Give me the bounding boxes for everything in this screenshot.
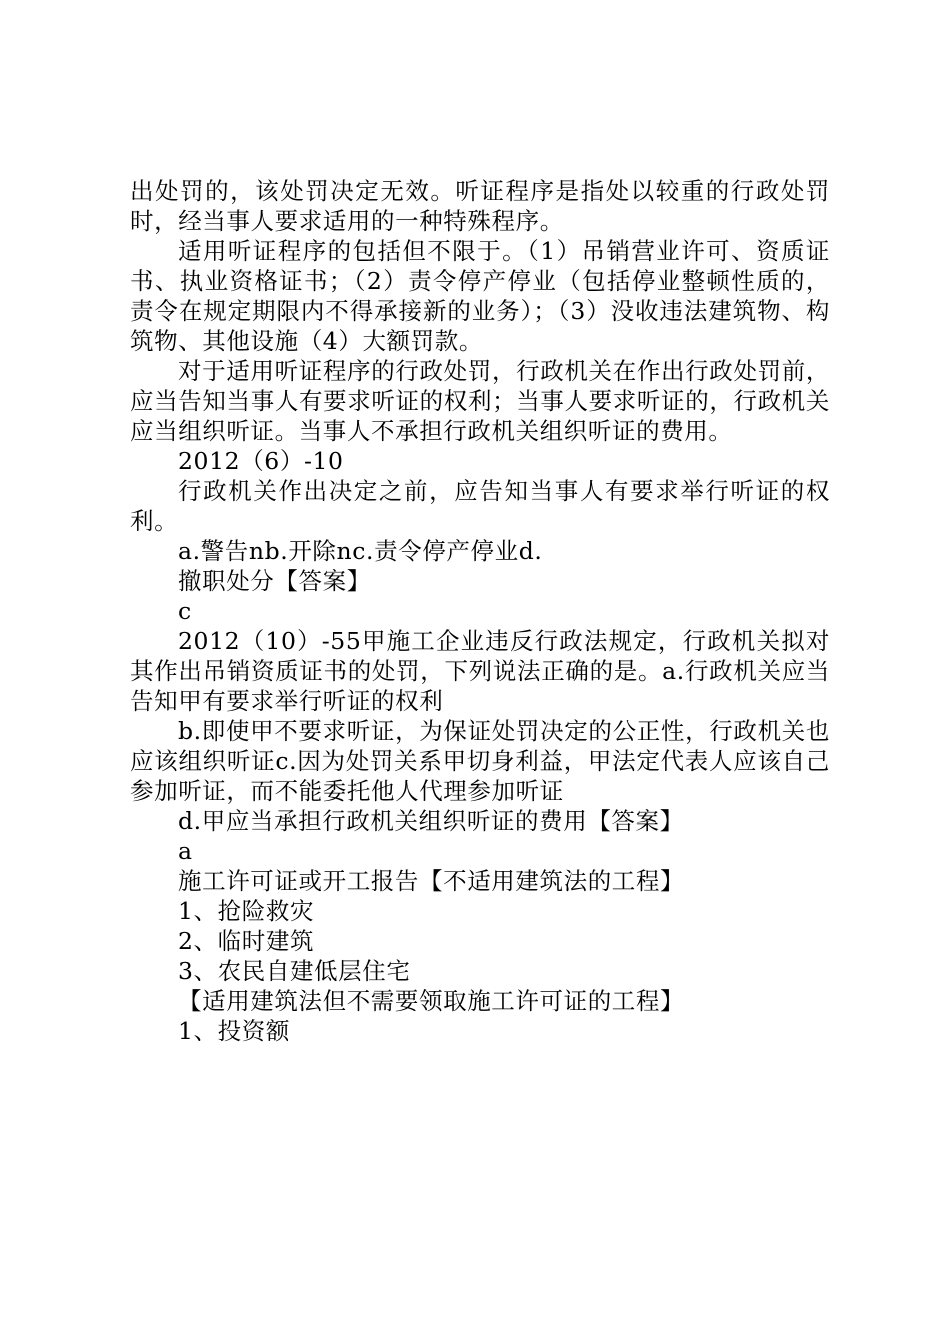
paragraph-18: 1、投资额 <box>178 1017 290 1045</box>
paragraph-16: 3、农民自建低层住宅 <box>178 957 411 985</box>
paragraph-9: 2012（10）-55甲施工企业违反行政法规定，行政机关拟对其作出吊销资质证书的处罚，下列说法正确的是。a.行政机关应当告知甲有要求举行听证的权利 <box>130 627 830 715</box>
paragraph-13: 施工许可证或开工报告【不适用建筑法的工程】 <box>178 867 685 895</box>
paragraph-14: 1、抢险救灾 <box>178 897 315 925</box>
paragraph-5: 行政机关作出决定之前，应告知当事人有要求举行听证的权利。 <box>130 477 830 535</box>
paragraph-6: a.警告nb.开除nc.责令停产停业d. <box>178 537 543 565</box>
paragraph-11: d.甲应当承担行政机关组织听证的费用【答案】 <box>178 807 684 835</box>
paragraph-17: 【适用建筑法但不需要领取施工许可证的工程】 <box>178 987 685 1015</box>
paragraph-2: 适用听证程序的包括但不限于。（1）吊销营业许可、资质证书、执业资格证书；（2）责令停产停业（包括停业整顿性质的，责令在规定期限内不得承接新的业务）；（3）没收违法建筑物、构筑物、其他设施（4）大额罚款。 <box>130 237 830 355</box>
paragraph-1: 出处罚的，该处罚决定无效。听证程序是指处以较重的行政处罚时，经当事人要求适用的一种特殊程序。 <box>130 177 830 235</box>
paragraph-4: 2012（6）-10 <box>178 447 344 475</box>
paragraph-3: 对于适用听证程序的行政处罚，行政机关在作出行政处罚前，应当告知当事人有要求听证的权利；当事人要求听证的，行政机关应当组织听证。当事人不承担行政机关组织听证的费用。 <box>130 357 830 445</box>
paragraph-12: a <box>178 837 193 865</box>
document-body <box>130 176 830 1046</box>
paragraph-10: b.即使甲不要求听证，为保证处罚决定的公正性，行政机关也应该组织听证c.因为处罚关系甲切身利益，甲法定代表人应该自己参加听证，而不能委托他人代理参加听证 <box>130 717 830 805</box>
paragraph-7: 撤职处分【答案】 <box>178 567 371 595</box>
paragraph-15: 2、临时建筑 <box>178 927 315 955</box>
paragraph-8: c <box>178 597 192 625</box>
